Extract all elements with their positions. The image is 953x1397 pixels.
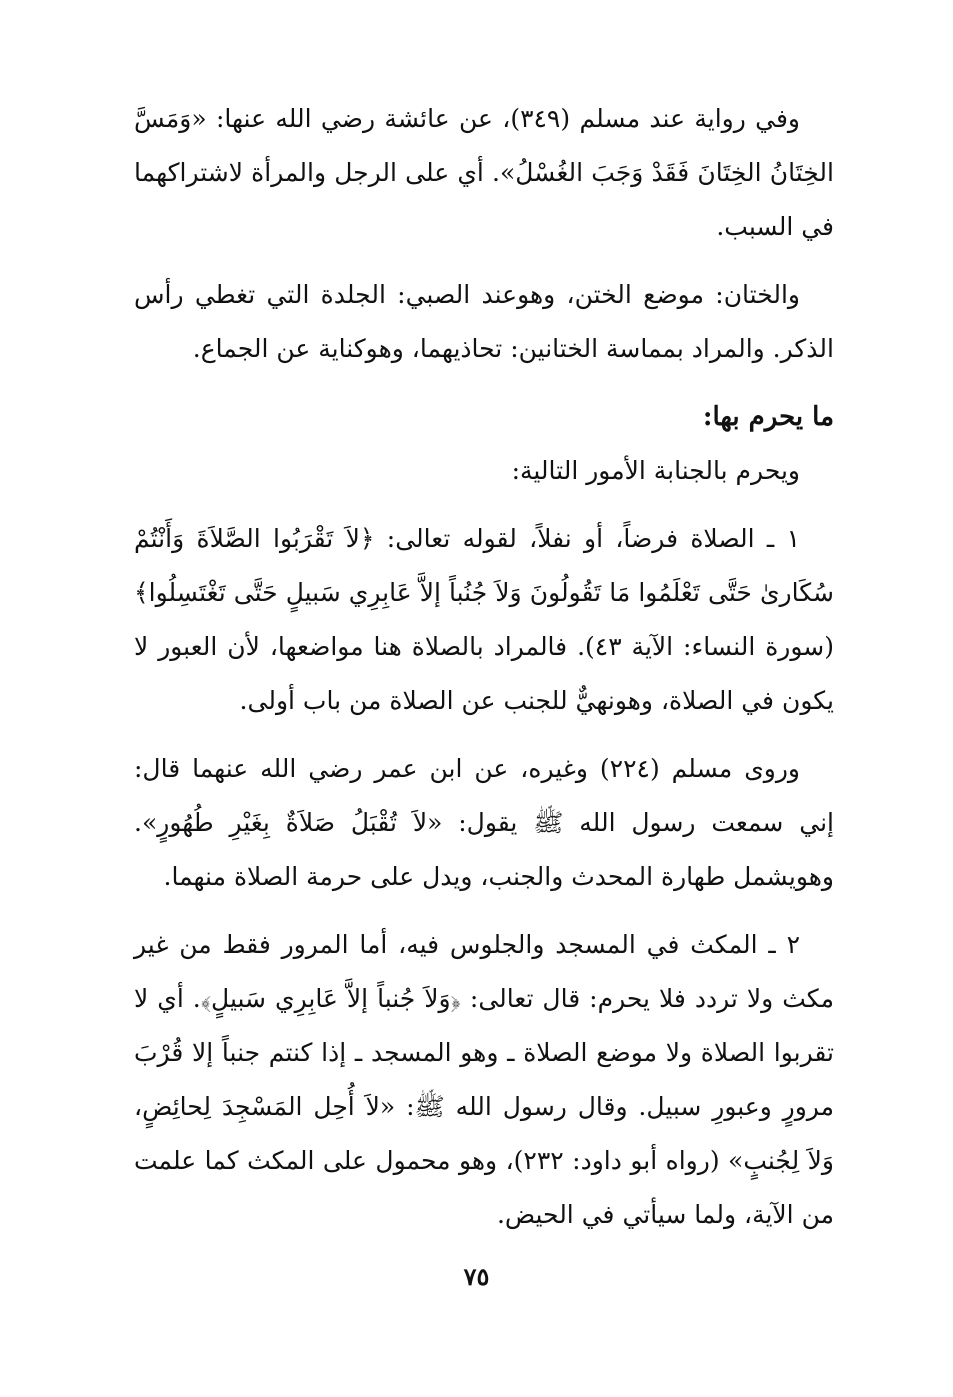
paragraph-khitan-definition: والختان: موضع الختن، وهوعند الصبي: الجلدة التي تغطي رأس الذكر. والمراد بمماسة الختانين: تحاذيهما، وهوكناية عن الجماع. <box>134 280 834 363</box>
page-number: ٧٥ <box>463 1262 490 1291</box>
paragraph-muslim-narration: وفي رواية عند مسلم (٣٤٩)، عن عائشة رضي الله عنها: «وَمَسَّ الخِتَانُ الخِتَانَ فَقَدْ وَجَبَ الغُسْلُ». أي على الرجل والمرأة لاشتراكهما في السبب. <box>134 104 834 241</box>
section-heading: ما يحرم بها: <box>702 402 834 432</box>
section-intro: ويحرم بالجنابة الأمور التالية: <box>511 456 800 485</box>
paragraph-mosque: ٢ ـ المكث في المسجد والجلوس فيه، أما المرور فقط من غير مكث ولا تردد فلا يحرم: قال تعالى: ﴿وَلاَ جُنباً إلاَّ عَابِرِي سَبيلٍ﴾. أي لا تقربوا الصلاة ولا موضع الصلاة ـ وهو المسجد ـ إذا كنتم جنباً إلا قُرْبَ مرورٍ وعبورِ سبيل. وقال رسول الله ﷺ: «لاَ أُحِل المَسْجِدَ لِحائِضٍ، وَلاَ لِجُنبٍ» (رواه أبو داود: ٢٣٢)، وهو محمول على المكث كما علمت من الآية، ولما سيأتي في الحيض. <box>134 930 834 1229</box>
paragraph-purity-hadith: وروى مسلم (٢٢٤) وغيره، عن ابن عمر رضي الله عنهما قال: إني سمعت رسول الله ﷺ يقول: «لاَ تُقْبَلُ صَلاَةٌ بِغَيْرِ طُهُورٍ». وهويشمل طهارة المحدث والجنب، ويدل على حرمة الصلاة منهما. <box>134 754 834 891</box>
paragraph-prayer: ١ ـ الصلاة فرضاً، أو نفلاً، لقوله تعالى: ﴿لاَ تَقْرَبُوا الصَّلاَةَ وَأَنْتُمْ سُكَارىٰ حَتَّى تَعْلَمُوا مَا تَقُولُونَ وَلاَ جُنُباً إلاَّ عَابِرِي سَبيلٍ حَتَّى تَغْتَسِلُوا﴾ (سورة النساء: الآية ٤٣). فالمراد بالصلاة هنا مواضعها، لأن العبور لا يكون في الصلاة، وهونهيٌّ للجنب عن الصلاة من باب أولى. <box>134 524 834 715</box>
page-body <box>134 92 834 1256</box>
